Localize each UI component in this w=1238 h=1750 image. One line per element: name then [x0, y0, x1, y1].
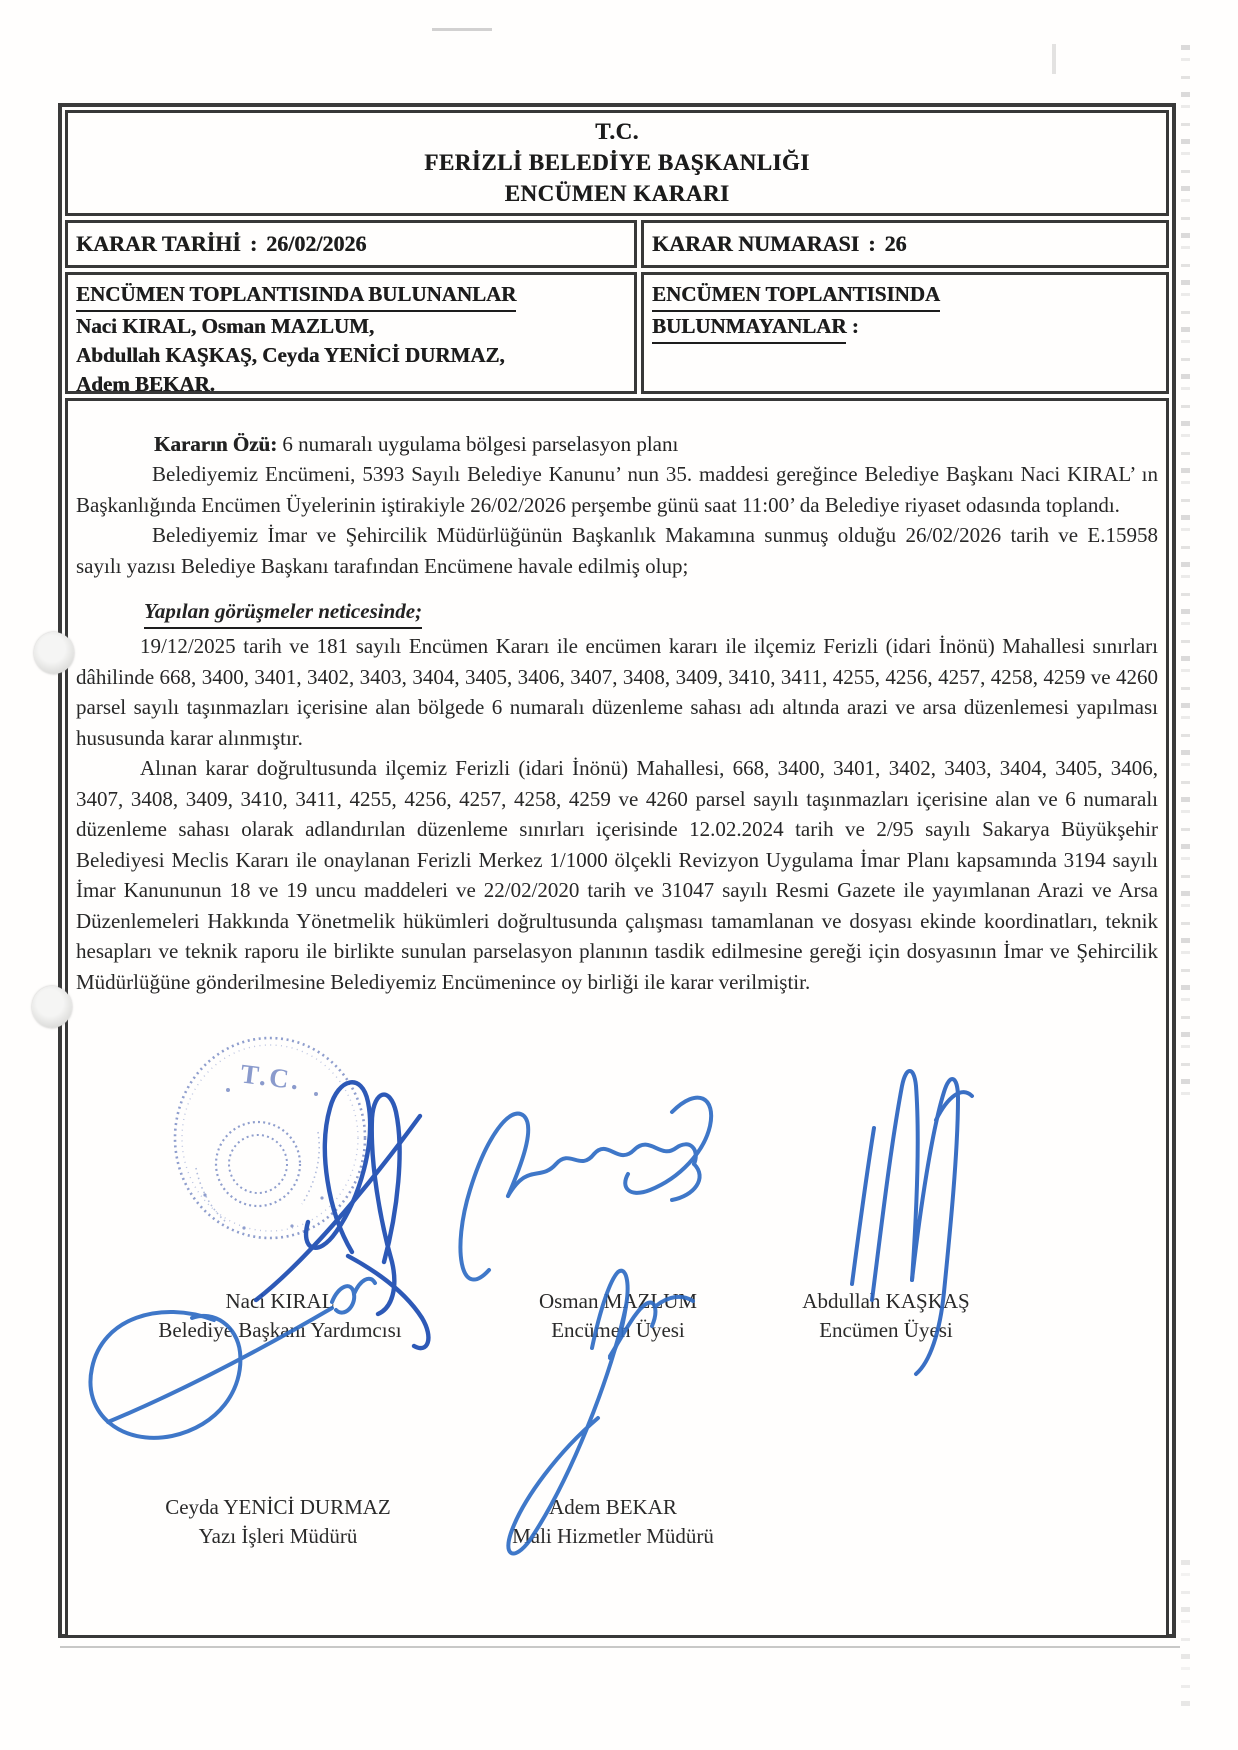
attendance-row [65, 272, 1169, 394]
signatory-block [110, 1287, 450, 1345]
deliberations-heading: Yapılan görüşmeler neticesinde; [144, 596, 1158, 629]
document-header [65, 110, 1169, 216]
stamp-tc-text: T.C. [238, 1058, 304, 1096]
scan-border-echo [60, 1646, 1180, 1648]
signatory-block [108, 1493, 448, 1551]
punch-hole-artifact [32, 986, 72, 1028]
decision-summary-text: 6 numaralı uygulama bölgesi parselasyon planı [277, 432, 679, 456]
colon-separator: : [868, 231, 876, 256]
signatory-name: Ceyda YENİCİ DURMAZ [165, 1495, 391, 1519]
decision-summary-label: Kararın Özü: [154, 432, 278, 456]
scan-noise-strip [1181, 45, 1190, 1110]
decision-number-value: 26 [884, 231, 907, 256]
decision-number-label: KARAR NUMARASI [652, 231, 860, 256]
decision-summary-line [154, 429, 1158, 459]
decision-paragraph-1: Belediyemiz Encümeni, 5393 Sayılı Belediye Kanunu’ nun 35. maddesi gereğince Belediye Başkanı Naci KIRAL’ ın Başkanlığında Encümen Üyelerinin iştirakiyle 26/02/2026 perşembe günü saat 11:00’ da Belediye riyaset odasında toplandı. [76, 462, 1158, 517]
attendees-absent-cell [641, 272, 1169, 394]
absent-heading-line1: ENCÜMEN TOPLANTISINDA [652, 280, 940, 312]
document-border-frame [58, 103, 1176, 1638]
scan-speck [1052, 44, 1056, 74]
signatory-name: Osman MAZLUM [538, 1289, 698, 1313]
decision-type-title: ENCÜMEN KARARI [504, 181, 730, 206]
decision-paragraph-3: 19/12/2025 tarih ve 181 sayılı Encümen Kararı ile encümen kararı ile ilçemiz Ferizli (idari İnönü) Mahallesi sınırları dâhilinde 668, 3400, 3401, 3402, 3403, 3404, 3405, 3406, 3407, 3408, 3409, 3410, 3411, 4255, 4256, 4257, 4258, 4259 ve 4260 parsel sayılı taşınmazları içerisine alan bölgede 6 numaralı düzenleme sahası adı altında arazi ve arsa düzenlemesi yapılması hususunda karar alınmıştır. [76, 634, 1158, 750]
signatory-name: Naci KIRAL [225, 1289, 335, 1313]
signatory-block [716, 1287, 1056, 1345]
decision-date-cell [65, 220, 637, 268]
municipality-title: FERİZLİ BELEDİYE BAŞKANLIĞI [424, 150, 810, 175]
signatory-title: Yazı İşleri Müdürü [198, 1524, 358, 1548]
decision-body-cell [65, 398, 1169, 1638]
decision-date-value: 26/02/2026 [266, 231, 367, 256]
colon-separator: : [249, 231, 258, 256]
present-heading: ENCÜMEN TOPLANTISINDA BULUNANLAR [76, 280, 516, 312]
scan-speck [432, 28, 492, 31]
republic-abbrev: T.C. [595, 119, 639, 144]
punch-hole-artifact [34, 632, 74, 674]
present-names-line: Adem BEKAR. [76, 372, 215, 396]
present-names-line: Naci KIRAL, Osman MAZLUM, [76, 314, 375, 338]
scan-noise-strip [1181, 1560, 1190, 1710]
absent-colon: : [851, 314, 859, 338]
decision-paragraph-4: Alınan karar doğrultusunda ilçemiz Ferizli (idari İnönü) Mahallesi, 668, 3400, 3401, 3402, 3403, 3404, 3405, 3406, 3407, 3408, 3409, 3410, 3411, 4255, 4256, 4257, 4258, 4259 ve 4260 parsel sayılı taşınmazları içerisine alan ve 6 numaralı düzenleme sahası olarak adlandırılan düzenleme sınırları içerisinde 12.02.2024 tarih ve 2/95 sayılı Sakarya Büyükşehir Belediyesi Meclis Kararı ile onaylanan Ferizli Merkez 1/1000 ölçekli Revizyon Uygulama İmar Planı kapsamında 3194 sayılı İmar Kanununun 18 ve 19 uncu maddeleri ve 22/02/2020 tarih ve 31047 sayılı Resmi Gazete ile yayımlanan Arazi ve Arsa Düzenlemeleri Hakkında Yönetmelik hükümleri doğrultusunda çalışması tamamlanan ve dosyası ekinde koordinatları, teknik hesapları ve teknik raporu ile birlikte sunulan parselasyon planının tasdik edilmesine gereği için dosyasının İmar ve Şehircilik Müdürlüğüne gönderilmesine Belediyemiz Encümenince oy birliği ile karar verilmiştir. [76, 756, 1158, 994]
decision-paragraph-2: Belediyemiz İmar ve Şehircilik Müdürlüğünün Başkanlık Makamına sunmuş olduğu 26/02/2026 tarih ve E.15958 sayılı yazısı Belediye Başkanı tarafından Encümene havale edilmiş olup; [76, 523, 1158, 578]
decision-date-label: KARAR TARİHİ [76, 231, 241, 256]
signatory-title: Encümen Üyesi [819, 1318, 953, 1342]
decision-number-cell [641, 220, 1169, 268]
present-names-line: Abdullah KAŞKAŞ, Ceyda YENİCİ DURMAZ, [76, 343, 505, 367]
signatory-name: Adem BEKAR [549, 1495, 677, 1519]
absent-heading-line2: BULUNMAYANLAR [652, 312, 846, 344]
attendees-present-cell [65, 272, 637, 394]
signatory-title: Encümen Üyesi [551, 1318, 685, 1342]
meta-row [65, 220, 1169, 268]
signatory-title: Belediye Başkanı Yardımcısı [158, 1318, 402, 1342]
signatory-title: Mali Hizmetler Müdürü [512, 1524, 714, 1548]
signatory-name: Abdullah KAŞKAŞ [802, 1289, 970, 1313]
signatory-block [443, 1493, 783, 1551]
